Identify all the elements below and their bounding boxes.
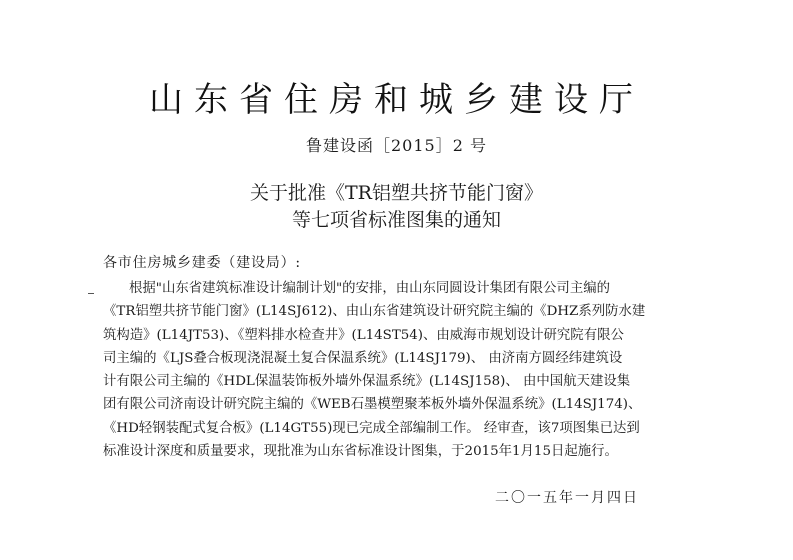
body-line: 计有限公司主编的《HDL保温装饰板外墙外保温系统》(L14SJ158)、 由中国航天建设集 <box>103 374 631 390</box>
body-line: 团有限公司济南设计研究院主编的《WEB石墨模塑聚苯板外墙外保温系统》(L14SJ174)、 <box>103 397 642 413</box>
notice-title-line-1: 关于批准《TR铝塑共挤节能门窗》 <box>250 182 543 204</box>
document-number: 鲁建设函［2015］2 号 <box>306 136 487 155</box>
body-line: 根据"山东省建筑标准设计编制计划"的安排，由山东同圆设计集团有限公司主编的 <box>129 281 610 296</box>
body-line: 《TR铝塑共挤节能门窗》(L14SJ612)、由山东省建筑设计研究院主编的《DHZ系列防水建 <box>103 304 646 320</box>
body-line: 司主编的《LJS叠合板现浇混凝土复合保温系统》(L14SJ179)、 由济南方圆经纬建筑设 <box>103 350 623 366</box>
body-line: 筑构造》(L14JT53)、《塑料排水检查井》(L14ST54)、由威海市规划设计研究院有限公 <box>103 327 624 343</box>
notice-title <box>0 180 793 234</box>
body-line: 《HD轻钢装配式复合板》(L14GT55)现已完成全部编制工作。 经审查，该7项图集已达到 <box>103 420 640 436</box>
agency-title: 山东省住房和城乡建设厅 <box>149 80 644 120</box>
body-line: 标准设计深度和质量要求，现批准为山东省标准设计图集，于2015年1月15日起施行。 <box>103 444 618 460</box>
issue-date: 二〇一五年一月四日 <box>495 490 639 506</box>
margin-mark <box>88 293 94 294</box>
body-text <box>103 277 703 463</box>
notice-title-line-2: 等七项省标准图集的通知 <box>291 209 501 231</box>
salutation: 各市住房城乡建委（建设局）: <box>103 255 301 271</box>
